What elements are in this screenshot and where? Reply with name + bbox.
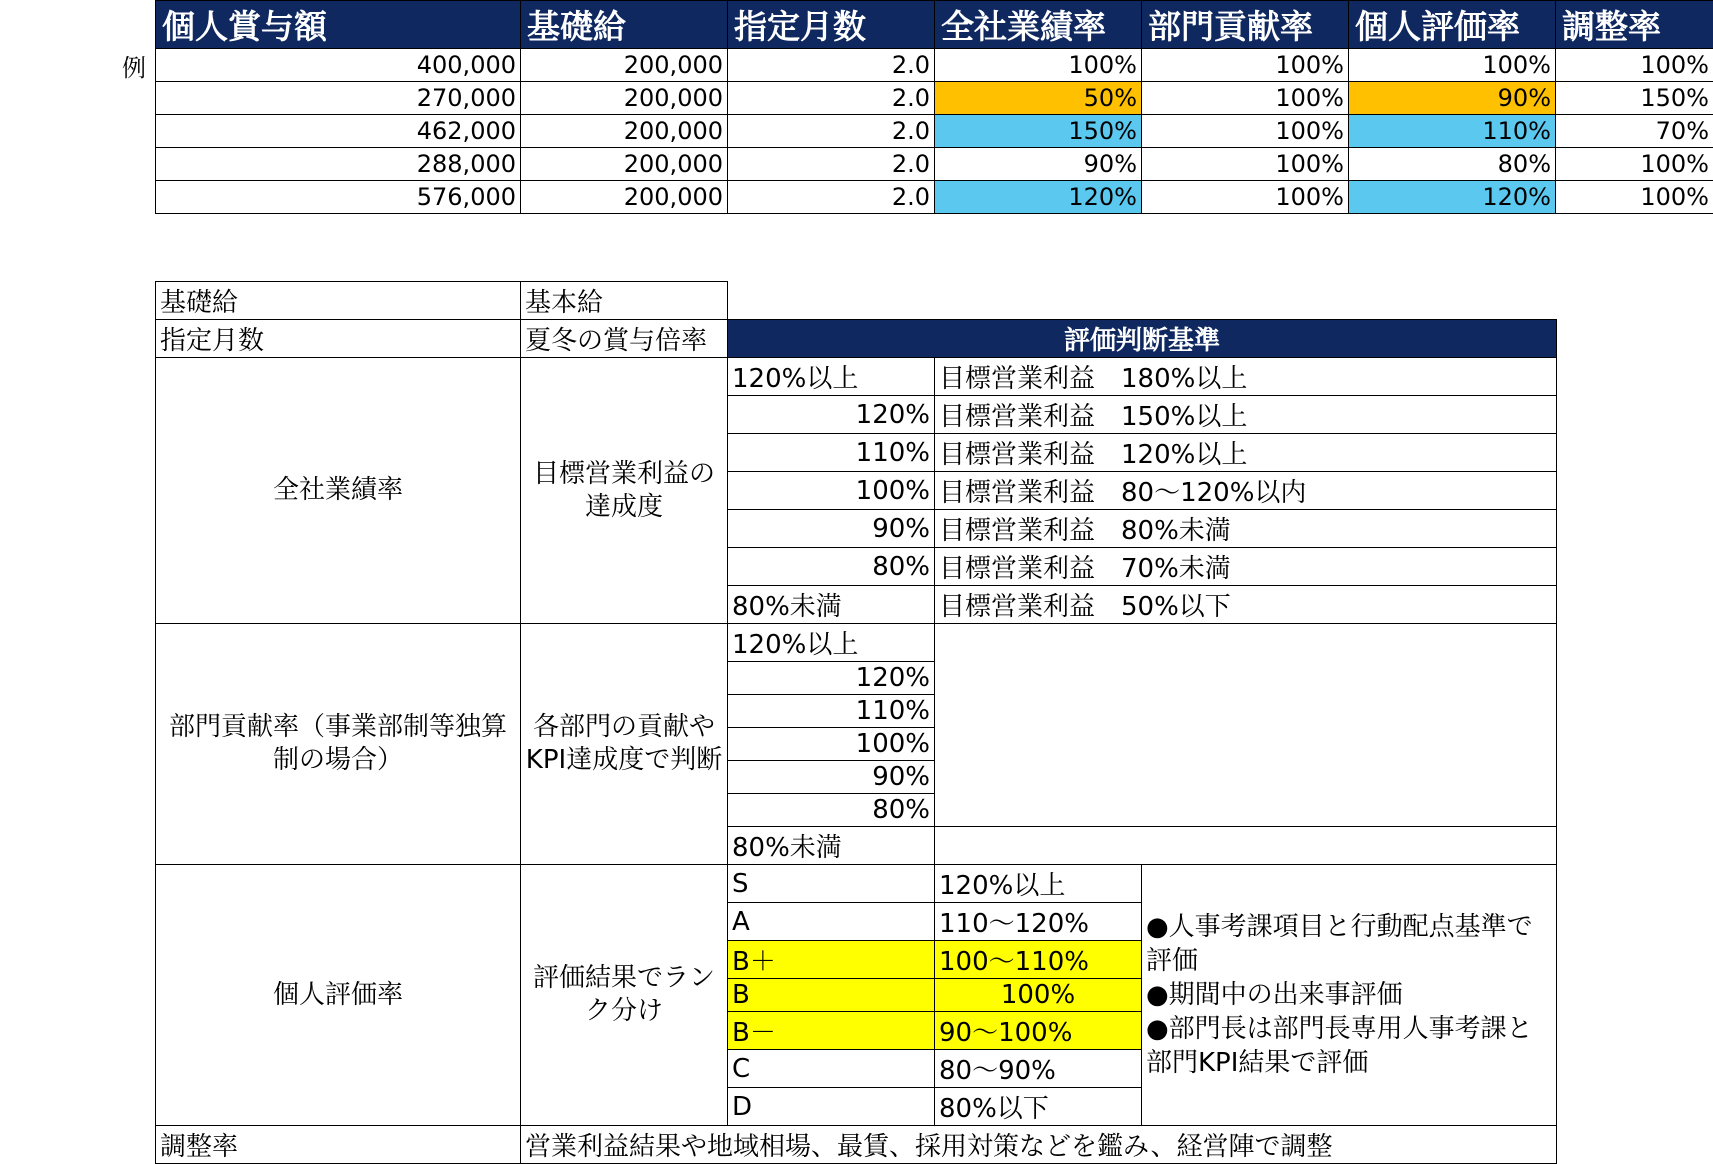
department-blank <box>935 827 1557 865</box>
bonus-example-table <box>155 0 1713 214</box>
personal-range: 100～110% <box>935 941 1142 979</box>
department-level: 110% <box>728 695 935 728</box>
cell: 288,000 <box>156 148 521 181</box>
department-level: 120% <box>728 662 935 695</box>
base-pay-value: 基本給 <box>521 282 728 320</box>
company-level: 100% <box>728 472 935 510</box>
adjust-label: 調整率 <box>156 1126 521 1164</box>
company-criterion: 目標営業利益 180%以上 <box>935 358 1557 396</box>
cell-highlight-orange: 50% <box>935 82 1142 115</box>
cell: 200,000 <box>521 181 728 214</box>
cell-highlight-blue: 110% <box>1349 115 1556 148</box>
cell: 400,000 <box>156 49 521 82</box>
personal-range: 80%以下 <box>935 1088 1142 1126</box>
cell: 100% <box>1556 148 1713 181</box>
definition-row-months <box>156 320 1557 358</box>
table-row <box>156 82 1713 115</box>
company-criterion: 目標営業利益 70%未満 <box>935 548 1557 586</box>
personal-rate-desc: 評価結果でランク分け <box>521 865 728 1126</box>
base-pay-label: 基礎給 <box>156 282 521 320</box>
personal-rank: B <box>728 979 935 1012</box>
personal-rank: D <box>728 1088 935 1126</box>
cell: 100% <box>1556 181 1713 214</box>
department-level: 80% <box>728 794 935 827</box>
cell: 270,000 <box>156 82 521 115</box>
table-row <box>156 148 1713 181</box>
cell-highlight-blue: 120% <box>935 181 1142 214</box>
cell: 80% <box>1349 148 1556 181</box>
company-level: 120% <box>728 396 935 434</box>
personal-rate-label: 個人評価率 <box>156 865 521 1126</box>
company-level: 110% <box>728 434 935 472</box>
definitions-table <box>155 281 1557 1164</box>
empty-cell <box>728 282 1557 320</box>
cell: 100% <box>1349 49 1556 82</box>
table-row <box>156 181 1713 214</box>
cell: 100% <box>935 49 1142 82</box>
personal-range: 120%以上 <box>935 865 1142 903</box>
company-level: 90% <box>728 510 935 548</box>
adjust-value: 営業利益結果や地域相場、最賃、採用対策などを鑑み、経営陣で調整 <box>521 1126 1557 1164</box>
company-level: 80% <box>728 548 935 586</box>
cell: 100% <box>1556 49 1713 82</box>
cell: 200,000 <box>521 49 728 82</box>
cell: 576,000 <box>156 181 521 214</box>
header-department-rate: 部門貢献率 <box>1142 1 1349 49</box>
company-criterion: 目標営業利益 80%未満 <box>935 510 1557 548</box>
company-criterion: 目標営業利益 120%以上 <box>935 434 1557 472</box>
company-level: 80%未満 <box>728 586 935 624</box>
header-row <box>156 1 1713 49</box>
personal-rank: A <box>728 903 935 941</box>
company-criterion: 目標営業利益 50%以下 <box>935 586 1557 624</box>
company-level: 120%以上 <box>728 358 935 396</box>
company-row <box>156 358 1557 396</box>
cell: 2.0 <box>728 82 935 115</box>
cell: 100% <box>1142 49 1349 82</box>
adjust-row <box>156 1126 1557 1164</box>
personal-rank: B＋ <box>728 941 935 979</box>
personal-rank: B－ <box>728 1012 935 1050</box>
header-adjust-rate: 調整率 <box>1556 1 1713 49</box>
cell: 2.0 <box>728 148 935 181</box>
department-level: 100% <box>728 728 935 761</box>
personal-range: 80～90% <box>935 1050 1142 1088</box>
cell: 2.0 <box>728 181 935 214</box>
personal-rank: C <box>728 1050 935 1088</box>
months-label: 指定月数 <box>156 320 521 358</box>
personal-row <box>156 865 1557 903</box>
cell-highlight-blue: 120% <box>1349 181 1556 214</box>
cell: 200,000 <box>521 82 728 115</box>
personal-rank: S <box>728 865 935 903</box>
cell: 70% <box>1556 115 1713 148</box>
months-value: 夏冬の賞与倍率 <box>521 320 728 358</box>
header-months: 指定月数 <box>728 1 935 49</box>
company-criterion: 目標営業利益 80～120%以内 <box>935 472 1557 510</box>
table-row <box>156 49 1713 82</box>
cell-highlight-blue: 150% <box>935 115 1142 148</box>
cell-highlight-orange: 90% <box>1349 82 1556 115</box>
header-company-rate: 全社業績率 <box>935 1 1142 49</box>
table-row <box>156 115 1713 148</box>
department-level: 80%未満 <box>728 827 935 865</box>
department-rate-label: 部門貢献率（事業部制等独算制の場合） <box>156 624 521 865</box>
cell: 200,000 <box>521 148 728 181</box>
cell: 100% <box>1142 82 1349 115</box>
company-criterion: 目標営業利益 150%以上 <box>935 396 1557 434</box>
personal-range: 110～120% <box>935 903 1142 941</box>
cell: 90% <box>935 148 1142 181</box>
cell: 100% <box>1142 115 1349 148</box>
department-level: 120%以上 <box>728 624 935 662</box>
personal-range: 90～100% <box>935 1012 1142 1050</box>
header-base-pay: 基礎給 <box>521 1 728 49</box>
department-level: 90% <box>728 761 935 794</box>
company-rate-label: 全社業績率 <box>156 358 521 624</box>
cell: 462,000 <box>156 115 521 148</box>
header-personal-bonus: 個人賞与額 <box>156 1 521 49</box>
criteria-header: 評価判断基準 <box>728 320 1557 358</box>
personal-range: 100% <box>935 979 1142 1012</box>
definition-row-base-pay <box>156 282 1557 320</box>
header-personal-rate: 個人評価率 <box>1349 1 1556 49</box>
cell: 2.0 <box>728 49 935 82</box>
cell: 200,000 <box>521 115 728 148</box>
cell: 2.0 <box>728 115 935 148</box>
department-row <box>156 624 1557 662</box>
company-rate-desc: 目標営業利益の達成度 <box>521 358 728 624</box>
example-label: 例 <box>122 48 146 83</box>
personal-notes: ●人事考課項目と行動配点基準で評価 ●期間中の出来事評価 ●部門長は部門長専用人事考課と部門KPI結果で評価 <box>1142 865 1557 1126</box>
cell: 100% <box>1142 181 1349 214</box>
cell: 150% <box>1556 82 1713 115</box>
department-rate-desc: 各部門の貢献やKPI達成度で判断 <box>521 624 728 865</box>
department-blank <box>935 624 1557 827</box>
cell: 100% <box>1142 148 1349 181</box>
